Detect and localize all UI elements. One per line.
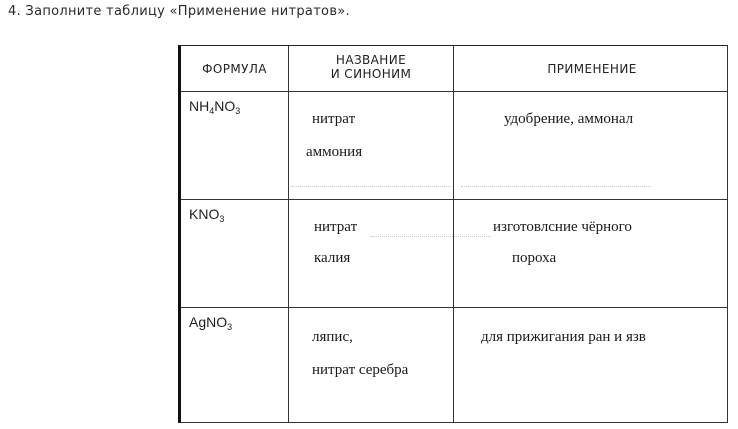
header-name (289, 53, 453, 81)
name-row1-line1: нитрат (312, 111, 356, 127)
name-row3-line1: ляпис, (312, 329, 353, 345)
formula-kno3 (189, 206, 224, 224)
formula-part: NO (214, 98, 236, 114)
faint-guide-line (291, 186, 451, 187)
nitrates-table (178, 45, 728, 423)
usage-row2-line1: изготовлсние чёрного (493, 219, 632, 235)
formula-subscript: 4 (209, 106, 215, 116)
row-divider (181, 91, 727, 92)
usage-row2-line2: пороха (512, 250, 557, 266)
formula-subscript: 3 (227, 322, 233, 332)
header-formula: ФОРМУЛА (202, 62, 267, 76)
header-name-line2: И СИНОНИМ (330, 67, 412, 81)
formula-subscript: 3 (235, 106, 241, 116)
name-row2-line1: нитрат (314, 219, 358, 235)
task-title: 4. Заполните таблицу «Применение нитратов». (8, 4, 350, 19)
formula-nh4no3 (189, 98, 240, 116)
column-divider (288, 46, 289, 422)
row-divider (181, 199, 727, 200)
faint-guide-line (461, 186, 651, 187)
name-row1-line2: аммония (306, 144, 363, 160)
formula-part: KNO (189, 206, 220, 222)
formula-subscript: 3 (219, 214, 225, 224)
column-divider (453, 46, 454, 422)
formula-part: NH (189, 98, 210, 114)
faint-guide-line (371, 236, 491, 237)
header-usage: ПРИМЕНЕНИЕ (547, 62, 637, 76)
usage-row1-line1: удобрение, аммонал (504, 111, 634, 127)
formula-part: AgNO (189, 314, 228, 330)
header-name-line1: НАЗВАНИЕ (335, 53, 407, 67)
usage-row3-line1: для прижигания ран и язв (481, 329, 646, 345)
name-row3-line2: нитрат серебра (312, 362, 409, 378)
row-divider (181, 307, 727, 308)
name-row2-line2: калия (314, 250, 351, 266)
formula-agno3 (189, 314, 232, 332)
